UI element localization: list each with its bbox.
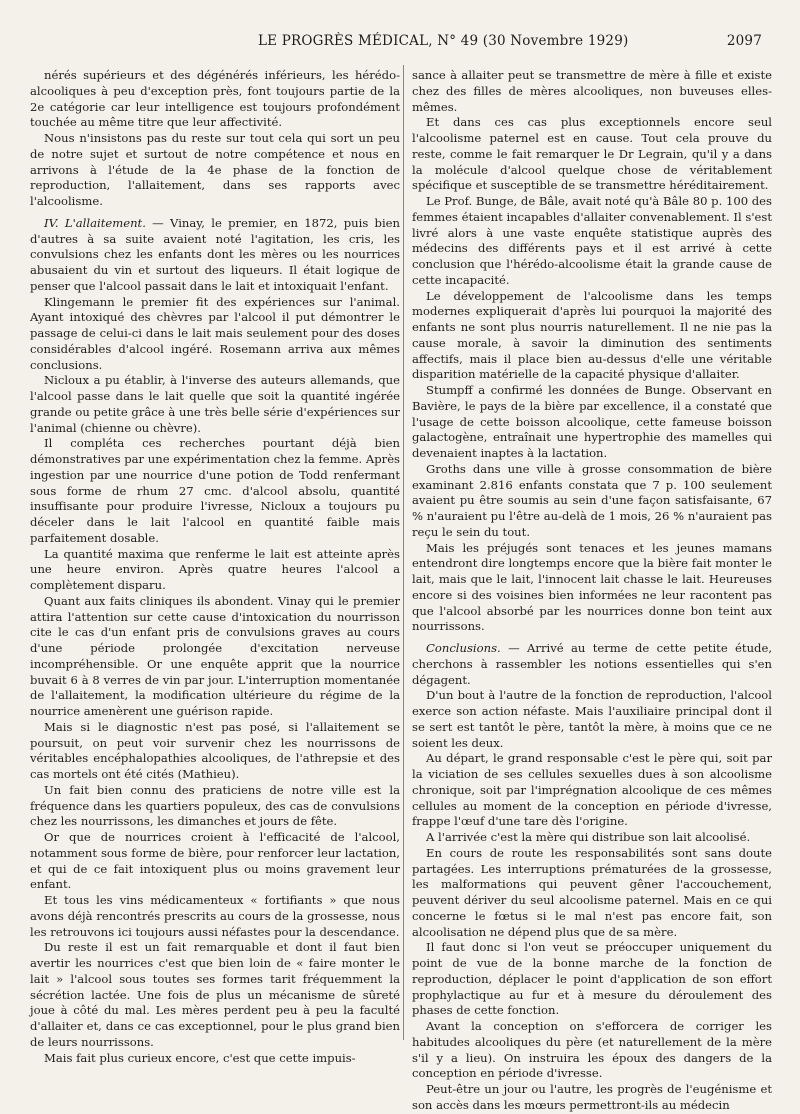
paragraph [30, 783, 400, 830]
paragraph [30, 594, 400, 720]
paragraph-text: Il faut donc si l'on veut se préoccuper uniquement du point de vue de la bonne marche de la fonction de reproduction, déplacer le point d'application de son effort prophylactique au fur et à mesure du déroulement des phases de cette fonction. [412, 940, 772, 1018]
paragraph-text: Nicloux a pu établir, à l'inverse des auteurs allemands, que l'alcool passe dans le lait quelle que soit la quantité ingérée grande ou petite grâce à une très belle série d'expériences sur l'animal (chienne ou chèvre). [30, 373, 400, 435]
paragraph [412, 751, 772, 830]
paragraph [412, 68, 772, 115]
paragraph [412, 383, 772, 462]
paragraph [30, 295, 400, 374]
paragraph-text: Groths dans une ville à grosse consommation de bière examinant 2.816 enfants constata que 7 p. 100 seulement avaient pu être soumis au sein d'une façon satisfaisante, 67 % n'auraient pu l'être au-delà de 1 mois, 26 % n'auraient pas reçu le sein du tout. [412, 461, 772, 539]
paragraph-text: Et tous les vins médicamenteux « fortifiants » que nous avons déjà rencontrés prescrits au cours de la grossesse, nous les retrouvons ici toujours aussi néfastes pour la descendance. [30, 893, 400, 939]
paragraph [412, 115, 772, 194]
paragraph [412, 641, 772, 688]
paragraph-text: Peut-être un jour ou l'autre, les progrès de l'eugénisme et son accès dans les mœurs permettront-ils au médecin [412, 1082, 772, 1112]
paragraph [30, 547, 400, 594]
paragraph-text: Mais si le diagnostic n'est pas posé, si l'allaitement se poursuit, on peut voir survenir chez les nourrissons de véritables encéphalopathies alcooliques, de l'athrepsie et des cas mortels ont été cités (Mathieu). [30, 719, 400, 781]
paragraph-text: Il compléta ces recherches pourtant déjà bien démonstratives par une expérimentation chez la femme. Après ingestion par une nourrice d'une potion de Todd renfermant sous forme de rhum 27 cmc. d'alcool absolu, quantité insuffisante pour produire l'ivresse, Nicloux a toujours pu déceler dans le lait l'alcool en quantité faible mais parfaitement dosable. [30, 436, 401, 545]
paragraph-text: — Arrivé au terme de cette petite étude, cherchons à rassembler les notions essentielles qui s'en dégagent. [412, 641, 772, 687]
left-column [30, 68, 400, 1066]
paragraph-text: Nous n'insistons pas du reste sur tout cela qui sort un peu de notre sujet et surtout de notre compétence et nous en arrivons à l'étude de la 4e phase de la fonction de reproduction, l'allaitement, dans ses rapports avec l'alcoolisme. [30, 131, 400, 208]
paragraph [30, 1051, 400, 1067]
paragraph [412, 688, 772, 751]
paragraph [412, 830, 772, 846]
page-number: 2097 [726, 33, 762, 49]
paragraph [30, 216, 400, 295]
paragraph [30, 131, 400, 210]
paragraph [412, 1019, 772, 1082]
paragraph [412, 940, 772, 1019]
paragraph-text: sance à allaiter peut se transmettre de mère à fille et existe chez des filles de mères alcooliques, non buveuses elles-mêmes. [412, 68, 772, 114]
section-heading: Conclusions. [426, 641, 501, 655]
paragraph-text: Klingemann le premier fit des expériences sur l'animal. Ayant intoxiqué des chèvres par l'alcool il put démontrer le passage de celui-ci dans le lait mais seulement pour des doses considérables d'alcool ingéré. Rosemann arriva aux mêmes conclusions. [30, 294, 400, 372]
paragraph [412, 846, 772, 941]
paragraph [412, 462, 772, 541]
paragraph-text: Du reste il est un fait remarquable et dont il faut bien avertir les nourrices c'est que bien loin de « faire monter le lait » l'alcool sous toutes ses formes tarit fréquemment la sécrétion lactée. Une fois de plus un mécanisme de sûreté joue à côté du mal. Les mères perdent peu à peu la faculté d'allaiter et, dans ce cas exceptionnel, pour le plus grand bien de leurs nourrissons. [30, 940, 400, 1049]
page-header [38, 33, 762, 53]
paragraph-text: — Vinay, le premier, en 1872, puis bien d'autres à sa suite avaient noté l'agitation, les cris, les convulsions chez les enfants dont les mères ou les nourrices abusaient du vin et surtout des liqueurs. Il était logique de penser que l'alcool passait dans le lait et intoxiquait l'enfant. [30, 215, 400, 293]
paragraph-text: Un fait bien connu des praticiens de notre ville est la fréquence dans les quartiers populeux, des cas de convulsions chez les nourrissons, les dimanches et jours de fête. [30, 782, 400, 829]
paragraph [412, 541, 772, 636]
paragraph [30, 720, 400, 783]
paragraph [412, 1082, 772, 1114]
paragraph [412, 194, 772, 289]
paragraph [30, 68, 400, 131]
paragraph-text: Le Prof. Bunge, de Bâle, avait noté qu'à Bâle 80 p. 100 des femmes étaient incapables d'allaiter convenablement. Il s'est livré alors à une vaste enquête statistique auprès des médecins des différents pays et il est arrivé à cette conclusion que l'hérédo-alcoolisme était la grande cause de cette incapacité. [412, 194, 772, 287]
paragraph [30, 940, 400, 1050]
paragraph-text: Stumpff a confirmé les données de Bunge. Observant en Bavière, le pays de la bière par excellence, il a constaté que l'usage de cette boisson alcoolique, cette fameuse boisson galactogène, entraînait une hypertrophie des mamelles qui devenaient inaptes à la lactation. [412, 383, 772, 460]
paragraph [30, 373, 400, 436]
paragraph-text: Et dans ces cas plus exceptionnels encore seul l'alcoolisme paternel est en cause. Tout cela prouve du reste, comme le fait remarquer le Dr Legrain, qu'il y a dans la molécule d'alcool quelque chose de véritablement spécifique et susceptible de se transmettre héréditairement. [412, 115, 772, 193]
right-column [412, 68, 772, 1114]
paragraph-text: La quantité maxima que renferme le lait est atteinte après une heure environ. Après quatre heures l'alcool a complètement disparu. [30, 546, 400, 592]
paragraph-text: D'un bout à l'autre de la fonction de reproduction, l'alcool exerce son action néfaste. Mais l'auxiliaire principal dont il se sert est tantôt le père, tantôt la mère, à moins que ce ne soient les deux. [412, 688, 772, 750]
paragraph-text: En cours de route les responsabilités sont sans doute partagées. Les interruptions prématurées de la grossesse, les malformations qui peuvent gêner l'accouchement, peuvent dériver du seul alcoolisme paternel. Mais en ce qui concerne le fœtus si le mal n'est pas encore fait, son alcoolisation ne dépend plus que de sa mère. [412, 845, 772, 939]
paragraph-text: Avant la conception on s'efforcera de corriger les habitudes alcooliques du père (et naturellement de la mère s'il y a lieu). On instruira les époux des dangers de la conception en période d'ivresse. [412, 1019, 772, 1081]
paragraph-text: Quant aux faits cliniques ils abondent. Vinay qui le premier attira l'attention sur cette cause d'intoxication du nourrisson cite le cas d'un enfant pris de convulsions graves au cours d'une période prolongée d'excitation nerveuse incompréhensible. Or une enquête apprit que la nourrice buvait 6 à 8 verres de vin par jour. L'interruption momentanée de l'allaitement, la modification ultérieure du régime de la nourrice amenèrent une guérison rapide. [30, 593, 400, 718]
paragraph [30, 436, 400, 546]
paragraph-text: Mais fait plus curieux encore, c'est que cette impuis- [44, 1050, 356, 1065]
paragraph-text: Mais les préjugés sont tenaces et les jeunes mamans entendront dire longtemps encore que la bière fait monter le lait, mais que le lait, l'innocent lait chasse le lait. Heureuses encore si des voisines bien informées ne leur racontent pas que l'alcool absorbé par les nourrices donne bon teint aux nourrissons. [412, 540, 772, 634]
paragraph [30, 830, 400, 893]
paragraph-text: Au départ, le grand responsable c'est le père qui, soit par la viciation de ses cellules sexuelles dues à son alcoolisme chronique, soit par l'imprégnation alcoolique de ces mêmes cellules au moment de la conception en période d'ivresse, frappe l'œuf d'une tare dès l'origine. [412, 751, 772, 829]
paragraph-text: Le développement de l'alcoolisme dans les temps modernes expliquerait d'après lui pourquoi la majorité des enfants ne sont plus nourris naturellement. Il ne nie pas la cause morale, à savoir la diminution des sentiments affectifs, mais il place bien au-dessus d'elle une véritable disparition matérielle de la capacité physique d'allaiter. [412, 288, 772, 382]
paragraph [30, 893, 400, 940]
section-heading: IV. L'allaitement. [44, 215, 146, 230]
column-divider [403, 65, 404, 1040]
paragraph-text: Or que de nourrices croient à l'efficacité de l'alcool, notamment sous forme de bière, pour renforcer leur lactation, et qui de ce fait intoxiquent plus ou moins gravement leur enfant. [30, 830, 400, 892]
paragraph-text: nérés supérieurs et des dégénérés inférieurs, les hérédo-alcooliques à peu d'exception près, font toujours partie de la 2e catégorie car leur intelligence est toujours profondément touchée au même titre que leur affectivité. [30, 68, 400, 130]
paragraph-text: A l'arrivée c'est la mère qui distribue son lait alcoolisé. [426, 830, 751, 844]
paragraph [412, 289, 772, 384]
running-title: LE PROGRÈS MÉDICAL, N° 49 (30 Novembre 1929) [258, 33, 629, 49]
